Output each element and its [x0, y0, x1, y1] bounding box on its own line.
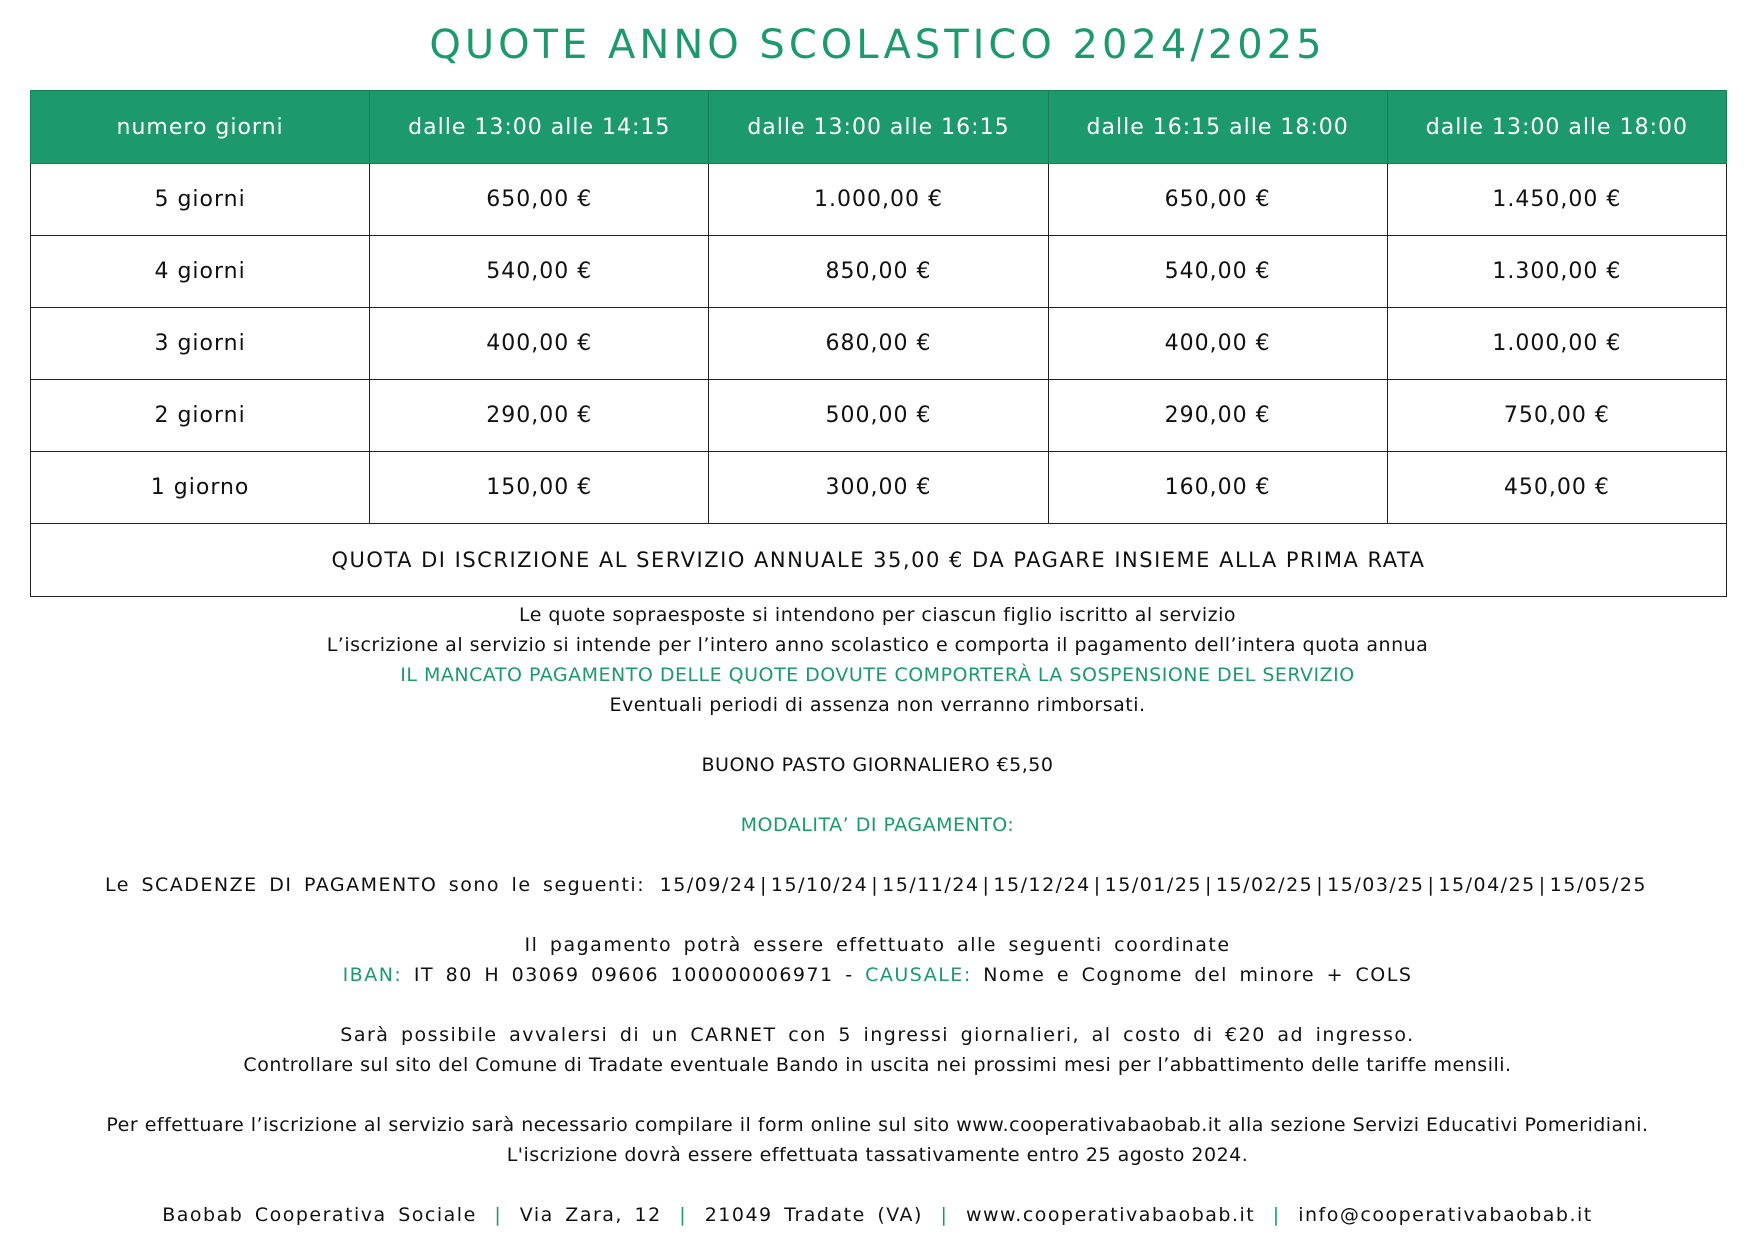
table-cell: 750,00 €	[1387, 380, 1726, 452]
footer-address: Via Zara, 12	[519, 1204, 662, 1226]
page-title: QUOTE ANNO SCOLASTICO 2024/2025	[429, 22, 1326, 68]
registration-fee-note: QUOTA DI ISCRIZIONE AL SERVIZIO ANNUALE 35,00 € DA PAGARE INSIEME ALLA PRIMA RATA	[31, 524, 1727, 597]
note-per-child: Le quote sopraesposte si intendono per ciascun figlio iscritto al servizio	[518, 604, 1237, 626]
table-row	[31, 164, 1727, 236]
note-full-year: L’iscrizione al servizio si intende per l’intero anno scolastico e comporta il pagamento dell’intera quota annua	[326, 634, 1429, 656]
table-row	[31, 452, 1727, 524]
causale-value: Nome e Cognome del minore + COLS	[983, 964, 1413, 986]
table-cell: 400,00 €	[1048, 308, 1387, 380]
registration-deadline: L'iscrizione dovrà essere effettuata tassativamente entro 25 agosto 2024.	[506, 1144, 1249, 1166]
note-suspension-warning: IL MANCATO PAGAMENTO DELLE QUOTE DOVUTE COMPORTERÀ LA SOSPENSIONE DEL SERVIZIO	[400, 664, 1355, 686]
table-cell: 290,00 €	[370, 380, 709, 452]
table-cell: 500,00 €	[709, 380, 1048, 452]
table-header-row	[31, 91, 1727, 164]
table-cell: 1.300,00 €	[1387, 236, 1726, 308]
deadlines-line: Le SCADENZE DI PAGAMENTO sono le seguenti: 15/09/24 | 15/10/24 | 15/11/24 | 15/12/24 | 15/01/25 | 15/02/25 | 15/03/25 | 15/04/25 | 15/05/25	[0, 870, 1755, 900]
table-cell: 650,00 €	[1048, 164, 1387, 236]
table-row	[31, 236, 1727, 308]
footer-separator: |	[679, 1204, 688, 1226]
deadlines-block	[0, 870, 1755, 900]
table-cell: 3 giorni	[31, 308, 370, 380]
deadline-date: 15/10/24	[770, 874, 869, 896]
table-cell: 650,00 €	[370, 164, 709, 236]
deadline-date: 15/11/24	[882, 874, 980, 896]
payment-coordinates	[0, 960, 1755, 990]
footer-separator: |	[940, 1204, 949, 1226]
header-days: numero giorni	[31, 91, 370, 164]
fee-table	[30, 90, 1727, 597]
notes-block	[0, 600, 1755, 720]
deadline-date: 15/04/25	[1438, 874, 1536, 896]
carnet-block	[0, 1020, 1755, 1080]
deadline-date: 15/05/25	[1549, 874, 1647, 896]
registration-block	[0, 1110, 1755, 1170]
iban-value: IT 80 H 03069 09606 100000006971 -	[413, 964, 854, 986]
table-cell: 2 giorni	[31, 380, 370, 452]
table-cell: 150,00 €	[370, 452, 709, 524]
table-cell: 450,00 €	[1387, 452, 1726, 524]
table-cell: 160,00 €	[1048, 452, 1387, 524]
table-row	[31, 308, 1727, 380]
table-cell: 1 giorno	[31, 452, 370, 524]
carnet-info: Sarà possibile avvalersi di un CARNET con 5 ingressi giornalieri, al costo di €20 ad ingresso.	[340, 1024, 1415, 1046]
table-row	[31, 380, 1727, 452]
footer-city: 21049 Tradate (VA)	[704, 1204, 923, 1226]
table-cell: 1.000,00 €	[1387, 308, 1726, 380]
table-cell: 290,00 €	[1048, 380, 1387, 452]
table-cell: 300,00 €	[709, 452, 1048, 524]
footer-separator: |	[1272, 1204, 1281, 1226]
payment-block	[0, 930, 1755, 990]
note-no-refund: Eventuali periodi di assenza non verranno rimborsati.	[609, 694, 1146, 716]
deadline-date: 15/09/24	[659, 874, 757, 896]
table-cell: 1.450,00 €	[1387, 164, 1726, 236]
deadline-date: 15/03/25	[1327, 874, 1425, 896]
deadlines-prefix: Le SCADENZE DI PAGAMENTO sono le seguenti:	[104, 874, 646, 896]
meal-voucher	[0, 750, 1755, 780]
payment-heading-block	[0, 810, 1755, 840]
payment-heading: MODALITA’ DI PAGAMENTO:	[740, 814, 1015, 836]
footer-email: info@cooperativabaobab.it	[1298, 1204, 1593, 1226]
table-cell: 540,00 €	[1048, 236, 1387, 308]
registration-info: Per effettuare l’iscrizione al servizio sarà necessario compilare il form online sul sito www.cooperativabaobab.it alla sezione Servizi Educativi Pomeridiani.	[106, 1114, 1649, 1136]
causale-label: CAUSALE:	[865, 964, 972, 986]
table-cell: 400,00 €	[370, 308, 709, 380]
table-cell: 5 giorni	[31, 164, 370, 236]
table-cell: 850,00 €	[709, 236, 1048, 308]
deadline-date: 15/02/25	[1215, 874, 1314, 896]
header-slot-1: dalle 13:00 alle 14:15	[370, 91, 709, 164]
footer-line	[0, 1200, 1755, 1230]
registration-fee-row	[31, 524, 1727, 597]
footer	[0, 1200, 1755, 1230]
iban-label: IBAN:	[342, 964, 403, 986]
payment-intro: Il pagamento potrà essere effettuato alle seguenti coordinate	[524, 934, 1231, 956]
deadline-date: 15/01/25	[1104, 874, 1202, 896]
deadline-date: 15/12/24	[993, 874, 1091, 896]
table-cell: 680,00 €	[709, 308, 1048, 380]
table-cell: 1.000,00 €	[709, 164, 1048, 236]
footer-website: www.cooperativabaobab.it	[965, 1204, 1256, 1226]
header-slot-2: dalle 13:00 alle 16:15	[709, 91, 1048, 164]
meal-voucher-text: BUONO PASTO GIORNALIERO €5,50	[701, 754, 1054, 776]
bando-info: Controllare sul sito del Comune di Tradate eventuale Bando in uscita nei prossimi mesi per l’abbattimento delle tariffe mensili.	[243, 1054, 1512, 1076]
header-slot-3: dalle 16:15 alle 18:00	[1048, 91, 1387, 164]
footer-org-name: Baobab Cooperativa Sociale	[162, 1204, 477, 1226]
table-cell: 540,00 €	[370, 236, 709, 308]
header-slot-4: dalle 13:00 alle 18:00	[1387, 91, 1726, 164]
table-cell: 4 giorni	[31, 236, 370, 308]
footer-separator: |	[494, 1204, 503, 1226]
